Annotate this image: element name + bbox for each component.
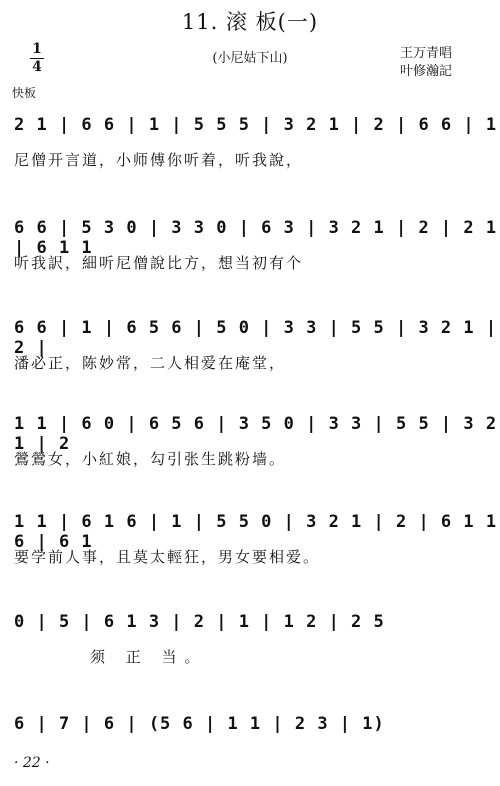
staff-line-4 <box>0 414 500 486</box>
lyrics-row: 尼僧开言道，小师傅你听着，听我說， <box>14 151 304 169</box>
time-signature <box>30 42 44 74</box>
notation-row: 6 6 | 5 3 0 | 3 3 0 | 6 3 | 3 2 1 | 2 | 2 1 | 6 1 1 <box>14 218 498 258</box>
notation-row: 2 1 | 6 6 | 1 | 5 5 5 | 3 2 1 | 2 | 6 6 | 1 <box>14 115 498 135</box>
lyrics-row: 潘必正，陈妙常，二人相爱在庵堂， <box>14 354 287 372</box>
staff-line-1 <box>0 115 500 187</box>
lyrics-row: 听我訳，細听尼僧說比方，想当初有个 <box>14 254 304 272</box>
song-subtitle: (小尼姑下山) <box>212 51 288 66</box>
page-number: · 22 · <box>14 755 50 771</box>
staff-line-3 <box>0 318 500 390</box>
lyrics-row: 须 正 当。 <box>90 648 208 666</box>
notation-row: 1 1 | 6 1 6 | 1 | 5 5 0 | 3 2 1 | 2 | 6 1 1 6 | 6 1 <box>14 512 498 552</box>
transcriber-credit: 叶修瀚記 <box>399 64 452 79</box>
staff-line-5 <box>0 512 500 584</box>
staff-line-7 <box>0 714 500 786</box>
song-title: 11. 滚 板(一) <box>181 10 319 34</box>
notation-row: 0 | 5 | 6 1 3 | 2 | 1 | 1 2 | 2 5 <box>14 612 385 632</box>
notation-row: 6 | 7 | 6 | (5 6 | 1 1 | 2 3 | 1) <box>14 714 385 734</box>
tempo-marking: 快板 <box>12 86 37 100</box>
lyrics-row: 鶯鶯女，小紅娘，勾引张生跳粉墙。 <box>14 450 287 468</box>
notation-row: 1 1 | 6 0 | 6 5 6 | 3 5 0 | 3 3 | 5 5 | 3 2 1 | 2 <box>14 414 498 454</box>
staff-line-6 <box>0 612 500 684</box>
time-signature-bottom: 4 <box>32 58 42 75</box>
staff-line-2 <box>0 218 500 290</box>
lyrics-row: 要学前人事，且莫太輕狂，男女要相爱。 <box>14 548 321 566</box>
time-signature-top: 1 <box>32 41 42 57</box>
singer-credit: 王万青唱 <box>399 46 452 61</box>
notation-row: 6 6 | 1 | 6 5 6 | 5 0 | 3 3 | 5 5 | 3 2 1 | 2 | <box>14 318 498 358</box>
